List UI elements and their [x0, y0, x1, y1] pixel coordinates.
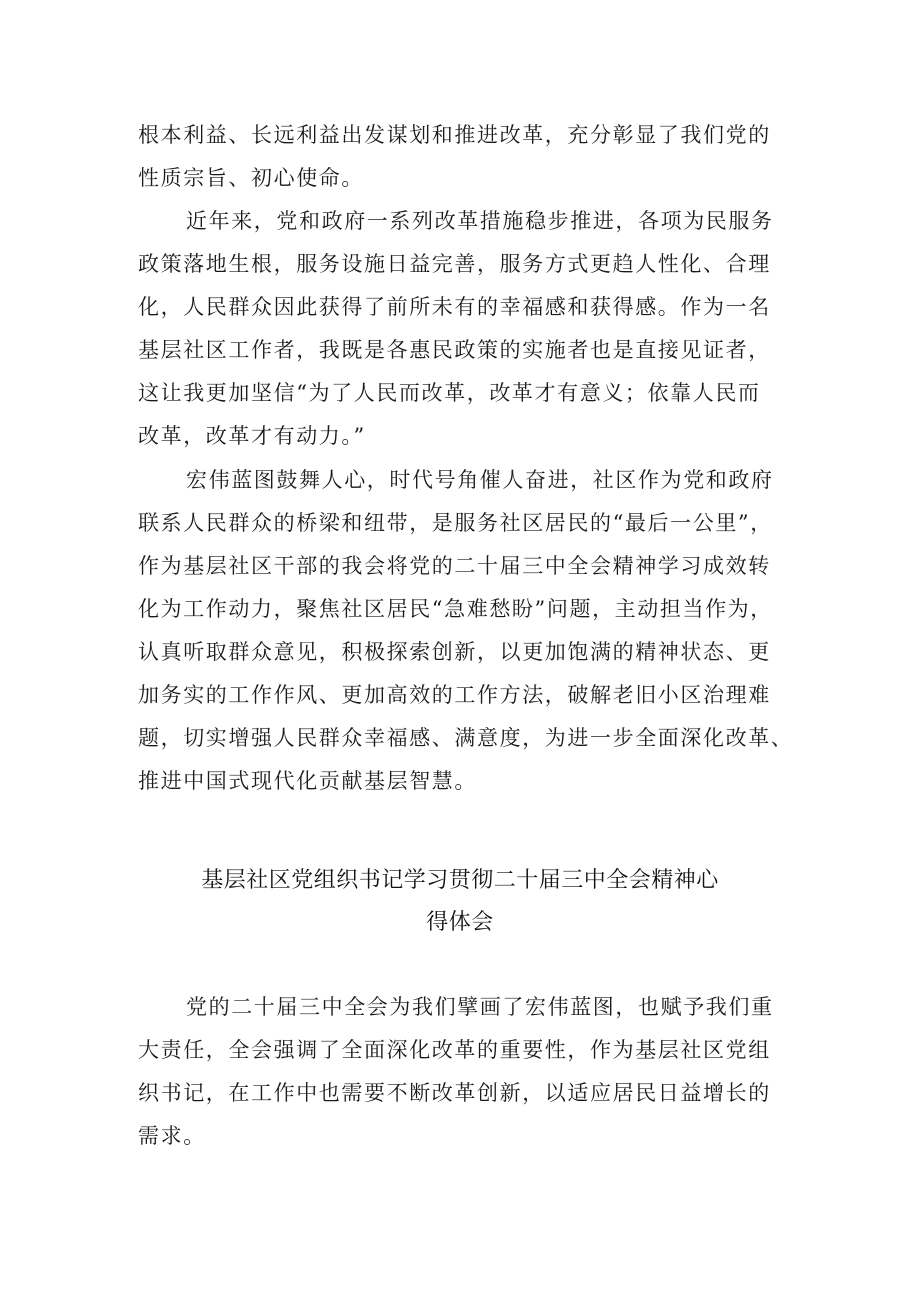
text-line: 根本利益、长远利益出发谋划和推进改革，充分彰显了我们党的 — [138, 123, 771, 147]
text-line: 化为工作动力，聚焦社区居民“急难愁盼”问题，主动担当作为， — [138, 597, 773, 621]
text-line: 需求。 — [138, 1124, 206, 1148]
title-line-2: 得体会 — [426, 910, 494, 935]
text-line: 近年来，党和政府一系列改革措施稳步推进，各项为民服务 — [186, 209, 774, 233]
text-line: 基层社区工作者，我既是各惠民政策的实施者也是直接见证者， — [138, 338, 771, 362]
text-line: 作为基层社区干部的我会将党的二十届三中全会精神学习成效转 — [138, 554, 771, 578]
text-line: 政策落地生根，服务设施日益完善，服务方式更趋人性化、合理 — [138, 252, 771, 276]
title-line-1: 基层社区党组织书记学习贯彻二十届三中全会精神心 — [201, 868, 719, 893]
text-line: 性质宗旨、初心使命。 — [138, 166, 364, 190]
text-line: 题，切实增强人民群众幸福感、满意度，为进一步全面深化改革、 — [138, 726, 794, 750]
text-line: 加务实的工作作风、更加高效的工作方法，破解老旧小区治理难 — [138, 683, 771, 707]
text-line: 推进中国式现代化贡献基层智慧。 — [138, 769, 477, 793]
text-line: 织书记，在工作中也需要不断改革创新，以适应居民日益增长的 — [138, 1081, 771, 1105]
text-line: 大责任，全会强调了全面深化改革的重要性，作为基层社区党组 — [138, 1038, 771, 1062]
text-line: 化，人民群众因此获得了前所未有的幸福感和获得感。作为一名 — [138, 295, 771, 319]
text-line: 这让我更加坚信“为了人民而改革，改革才有意义；依靠人民而 — [138, 381, 761, 405]
text-line: 联系人民群众的桥梁和纽带，是服务社区居民的“最后一公里”， — [138, 511, 773, 535]
text-line: 改革，改革才有动力。” — [138, 424, 366, 448]
text-line: 宏伟蓝图鼓舞人心，时代号角催人奋进，社区作为党和政府 — [186, 468, 774, 492]
text-line: 党的二十届三中全会为我们擘画了宏伟蓝图，也赋予我们重 — [186, 995, 774, 1019]
text-line: 认真听取群众意见，积极探索创新，以更加饱满的精神状态、更 — [138, 640, 771, 664]
